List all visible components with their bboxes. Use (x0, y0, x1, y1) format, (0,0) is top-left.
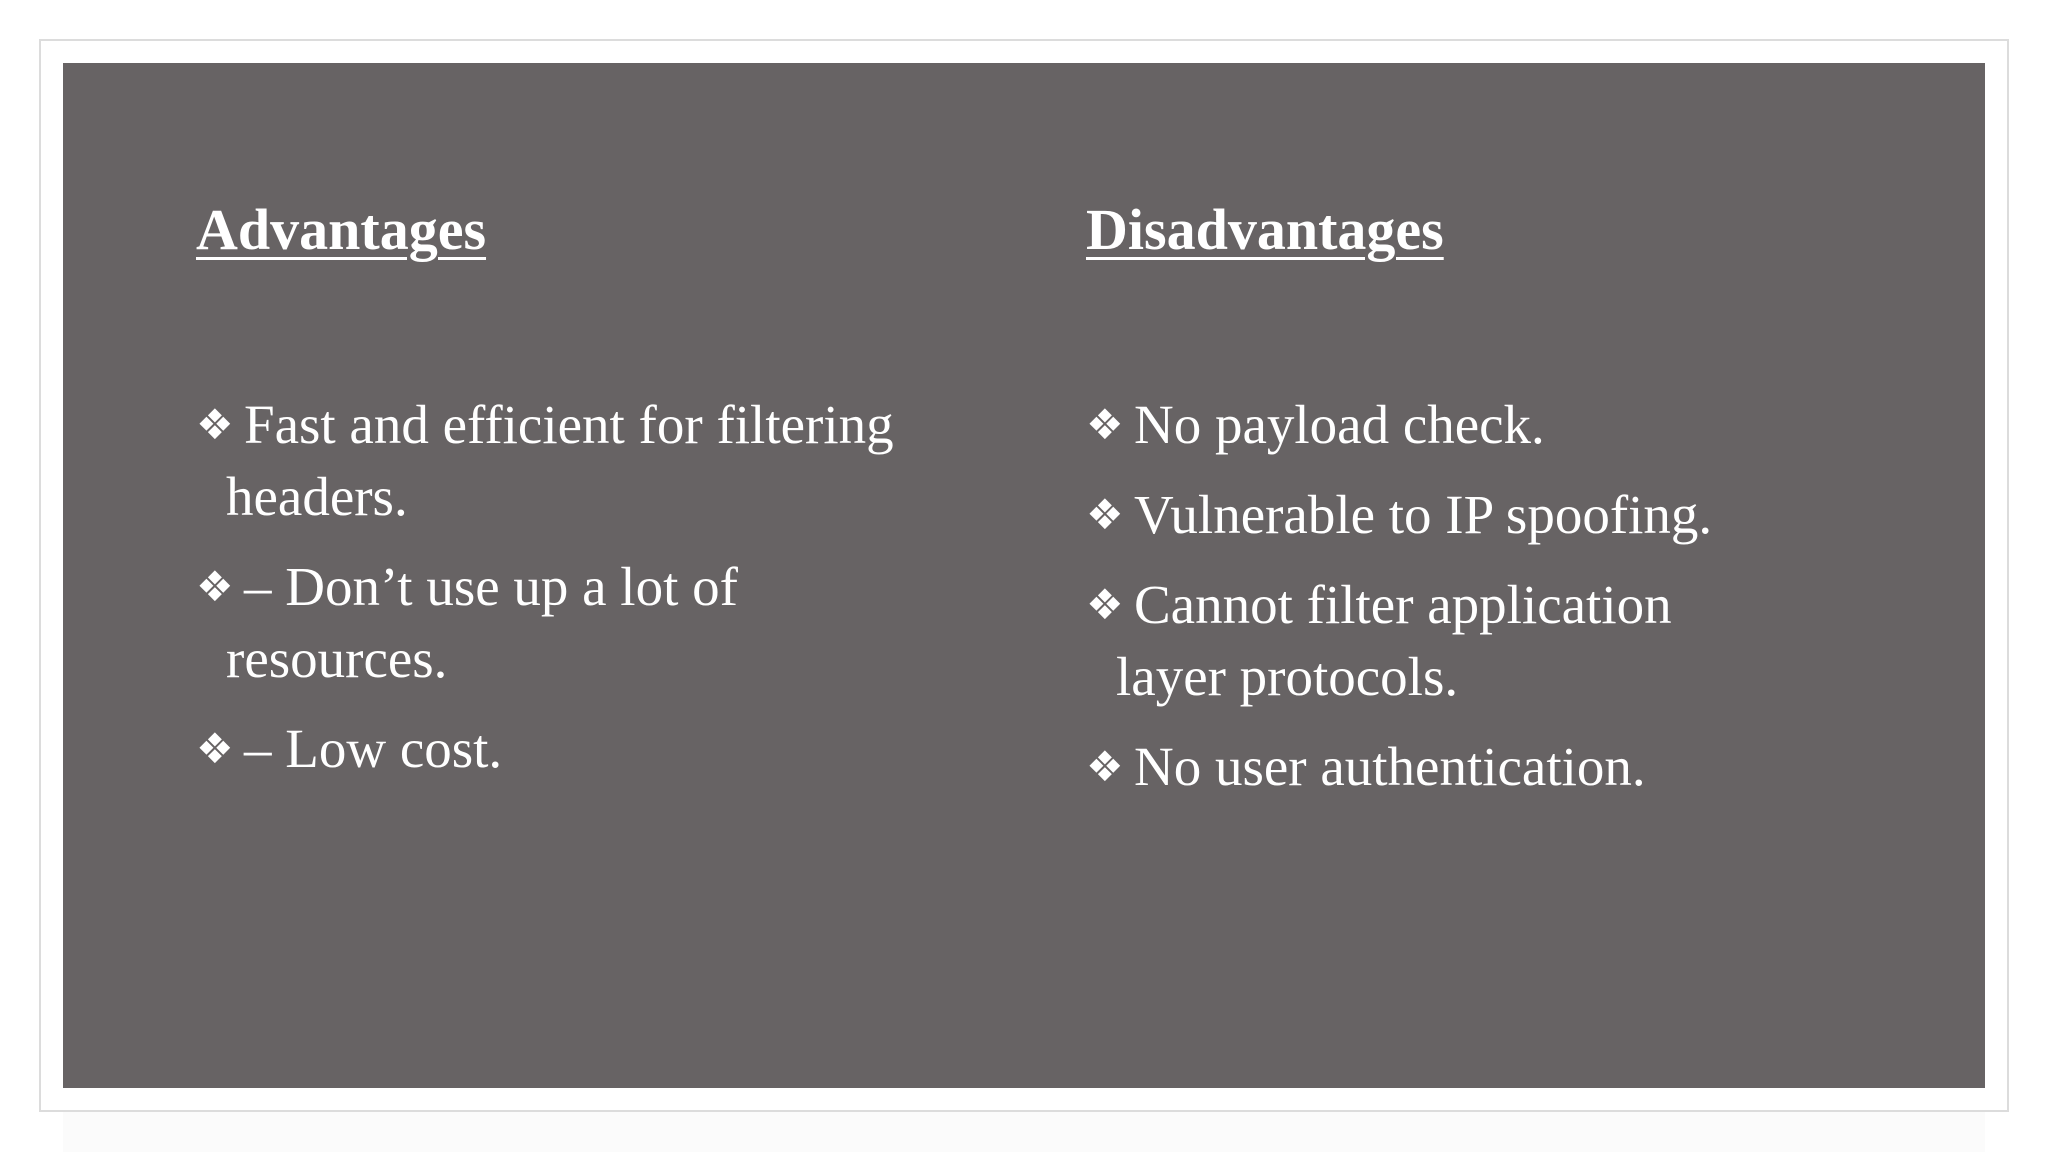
disadvantage-text: No payload check. (1134, 394, 1545, 455)
bullet-icon: ❖ (1086, 742, 1124, 791)
disadvantage-item (1086, 731, 1916, 803)
disadvantage-item (1086, 389, 1916, 461)
advantage-text: – Don’t use up a lot of resources. (226, 556, 738, 689)
bullet-icon: ❖ (196, 562, 234, 611)
advantages-list (196, 389, 996, 803)
advantage-item (196, 551, 846, 695)
advantage-item (196, 389, 996, 533)
bullet-icon: ❖ (1086, 580, 1124, 629)
disadvantage-item (1086, 479, 1916, 551)
advantage-text: Fast and efficient for filtering headers. (226, 394, 894, 527)
disadvantage-text: No user authentication. (1134, 736, 1646, 797)
disadvantages-heading: Disadvantages (1086, 197, 1444, 262)
disadvantage-item (1086, 569, 1766, 713)
disadvantages-list (1086, 389, 1916, 821)
bottom-shadow-strip (63, 1112, 1985, 1152)
advantage-text: – Low cost. (244, 718, 503, 779)
slide (63, 63, 1985, 1088)
advantage-item (196, 713, 846, 785)
bullet-icon: ❖ (196, 400, 234, 449)
bullet-icon: ❖ (1086, 400, 1124, 449)
disadvantage-text: Cannot filter application layer protocols. (1116, 574, 1672, 707)
bullet-icon: ❖ (196, 724, 234, 773)
disadvantage-text: Vulnerable to IP spoofing. (1134, 484, 1713, 545)
bullet-icon: ❖ (1086, 490, 1124, 539)
advantages-heading: Advantages (196, 197, 487, 262)
